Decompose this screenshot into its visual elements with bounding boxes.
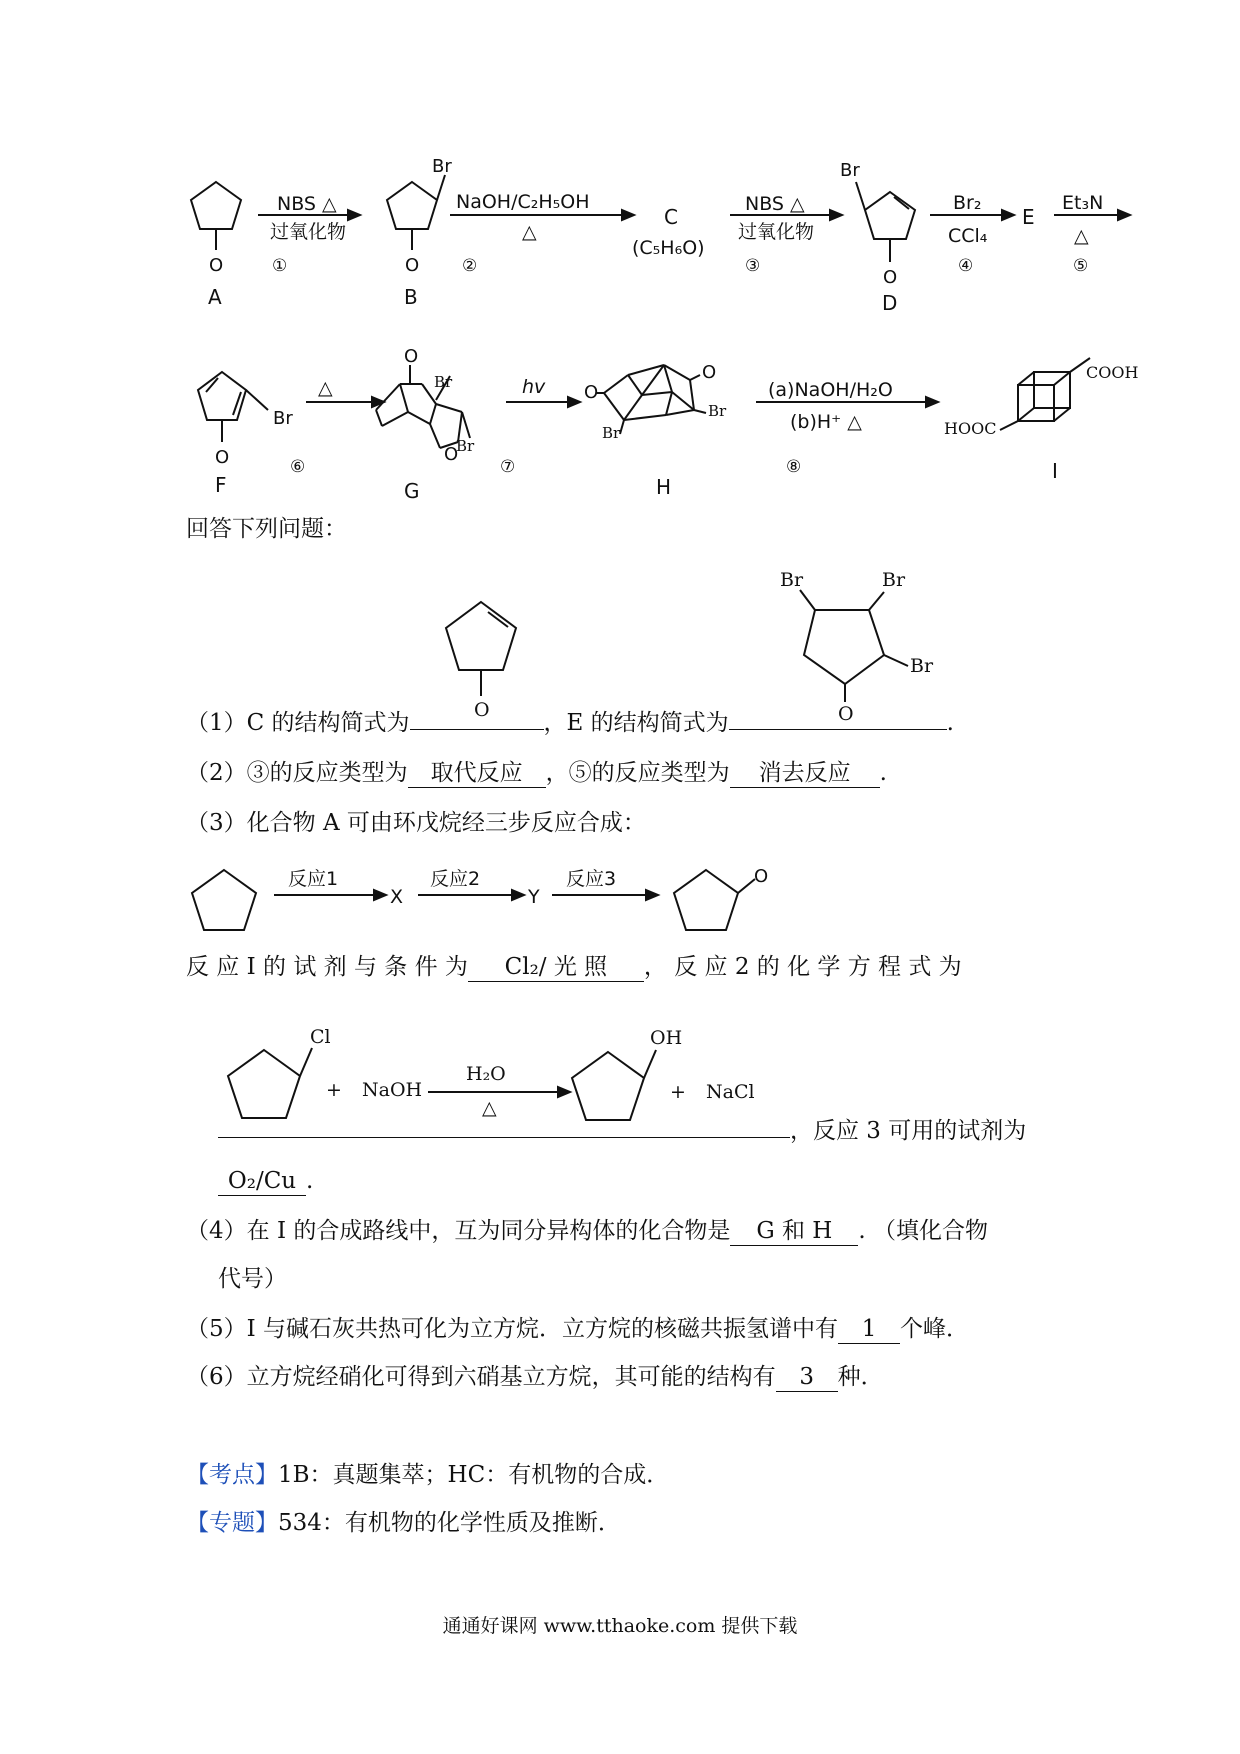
step5-condition-bottom: △: [1074, 225, 1089, 247]
question-1: （1）C 的结构简式为 ，E 的结构简式为 .: [186, 710, 954, 736]
q3-equation: [0, 1010, 1240, 1130]
atom-br: Br: [910, 655, 934, 677]
step5-condition-top: Et₃N: [1062, 192, 1104, 214]
q1-blank-c: [410, 729, 544, 730]
atom-oh: OH: [650, 1027, 683, 1049]
atom-o: O: [702, 362, 717, 383]
atom-br: Br: [780, 569, 804, 591]
question-3-reagent-answer: O₂/Cu .: [218, 1164, 313, 1198]
atom-cl: Cl: [310, 1026, 331, 1048]
intermediate-y: Y: [528, 886, 540, 908]
question-3-text: （3）化合物 A 可由环戊烷经三步反应合成：: [186, 810, 646, 836]
intermediate-x: X: [390, 886, 404, 908]
atom-o: O: [209, 255, 224, 276]
compound-i-cube: [1000, 358, 1090, 430]
compound-label-h: H: [656, 475, 672, 499]
cyclopentanone-ring: [674, 870, 738, 930]
reaction-1-label: 反应1: [288, 868, 339, 890]
step4-number: ④: [958, 256, 974, 276]
step6-condition-top: △: [318, 377, 333, 399]
q6-answer: 3: [776, 1363, 838, 1392]
compound-label-i: I: [1052, 459, 1058, 483]
q2-answer-2: 消去反应: [730, 759, 880, 788]
q3-answer-reagent-1: Cl₂/ 光 照: [468, 953, 644, 982]
question-5: （5）I 与碱石灰共热可化为立方烷．立方烷的核磁共振氢谱中有 1 个峰．: [186, 1316, 970, 1342]
step3-condition-bottom: 过氧化物: [738, 221, 815, 243]
atom-o: O: [838, 703, 854, 725]
step8-number: ⑧: [786, 457, 802, 477]
cyclopentanol-ring: [572, 1052, 644, 1120]
atom-o: O: [215, 447, 230, 468]
kaodian: 【考点】1B：真题集萃；HC：有机物的合成．: [186, 1462, 670, 1488]
atom-o: O: [474, 699, 490, 721]
compound-b-ring: [387, 182, 437, 229]
atom-br: Br: [434, 373, 453, 391]
atom-br: Br: [273, 408, 293, 429]
step1-number: ①: [272, 256, 288, 276]
q2-answer-1: 取代反应: [408, 759, 546, 788]
reaction-2-label: 反应2: [430, 868, 481, 890]
question-4: （4）在 I 的合成路线中，互为同分异构体的化合物是 G 和 H . （填化合物: [186, 1218, 988, 1244]
q1-blank-e: [729, 729, 947, 730]
compound-a-ring: [191, 182, 241, 229]
question-3-equation-line: ，反应 3 可用的试剂为: [218, 1114, 1026, 1148]
atom-br: Br: [840, 160, 860, 181]
compound-label-f: F: [215, 473, 227, 497]
compound-label-c: C: [664, 205, 678, 229]
atom-br: Br: [432, 156, 452, 177]
compound-g-skeleton: [376, 365, 470, 448]
atom-o: O: [405, 255, 420, 276]
q1-answer-structures: [0, 560, 1240, 730]
cyclopentane-ring: [192, 870, 256, 930]
question-3-conditions: 反 应 I 的 试 剂 与 条 件 为 Cl₂/ 光 照 ， 反 应 2 的 化 学 方 程 式 为: [186, 954, 962, 980]
reaction-scheme-row-1: [0, 140, 1240, 315]
question-4-tail: 代号）: [218, 1266, 287, 1292]
step7-number: ⑦: [500, 457, 516, 477]
atom-o: O: [444, 444, 459, 465]
atom-br: Br: [708, 402, 727, 420]
q3-answer-reagent-3: O₂/Cu: [218, 1167, 306, 1196]
question-2: （2）③的反应类型为 取代反应 ，⑤的反应类型为 消去反应 .: [186, 760, 887, 786]
step3-condition-top: NBS △: [745, 193, 805, 215]
step1-condition-top: NBS △: [277, 193, 337, 215]
atom-br: Br: [456, 437, 475, 455]
step1-condition-bottom: 过氧化物: [270, 221, 347, 243]
compound-c-formula: (C₅H₆O): [632, 237, 705, 259]
step2-condition-top: NaOH/C₂H₅OH: [456, 191, 590, 213]
reaction-3-label: 反应3: [566, 868, 617, 890]
atom-o: O: [754, 866, 769, 887]
compound-label-b: B: [404, 285, 418, 309]
step3-number: ③: [745, 256, 761, 276]
compound-label-e: E: [1022, 205, 1035, 229]
compound-label-a: A: [208, 285, 222, 309]
atom-cooh: COOH: [1086, 363, 1139, 382]
atom-br: Br: [882, 569, 906, 591]
kaodian-tag: 【考点】: [186, 1462, 278, 1488]
step4-condition-top: Br₂: [953, 192, 982, 214]
condition-h2o: H₂O: [466, 1063, 506, 1085]
compound-label-g: G: [404, 479, 420, 503]
atom-br: Br: [602, 424, 621, 442]
q4-answer: G 和 H: [730, 1217, 858, 1246]
condition-delta: △: [482, 1097, 497, 1119]
equation-plus-2: +: [670, 1081, 686, 1103]
atom-hooc: HOOC: [944, 419, 997, 438]
step8-condition-bottom: (b)H⁺ △: [790, 411, 862, 433]
q3-equation-blank: [218, 1137, 790, 1138]
reaction-scheme-row-2: [0, 330, 1240, 510]
zhuanti: 【专题】534：有机物的化学性质及推断．: [186, 1510, 621, 1536]
compound-d-ring: [865, 192, 915, 239]
compound-label-d: D: [882, 291, 898, 315]
q5-answer: 1: [838, 1315, 900, 1344]
step4-condition-bottom: CCl₄: [948, 225, 988, 247]
answer-e-ring: [804, 610, 884, 684]
atom-o: O: [584, 382, 599, 403]
step7-condition-top: hv: [522, 376, 546, 398]
step2-condition-bottom: △: [522, 221, 537, 243]
step2-number: ②: [462, 256, 478, 276]
equation-plus-1: +: [326, 1079, 342, 1101]
atom-o: O: [883, 267, 898, 288]
product-nacl: NaCl: [706, 1081, 755, 1103]
step6-number: ⑥: [290, 457, 306, 477]
step8-condition-top: (a)NaOH/H₂O: [768, 379, 893, 401]
reagent-naoh: NaOH: [362, 1079, 423, 1101]
zhuanti-tag: 【专题】: [186, 1510, 278, 1536]
step5-number: ⑤: [1073, 256, 1089, 276]
page-footer: 通通好课网 www.tthaoke.com 提供下载: [442, 1615, 798, 1637]
answer-c-ring: [446, 602, 516, 670]
chlorocyclopentane-ring: [228, 1050, 300, 1118]
question-6: （6）立方烷经硝化可得到六硝基立方烷，其可能的结构有 3 种．: [186, 1364, 884, 1390]
intro-text: 回答下列问题：: [186, 516, 347, 542]
atom-o: O: [404, 346, 419, 367]
